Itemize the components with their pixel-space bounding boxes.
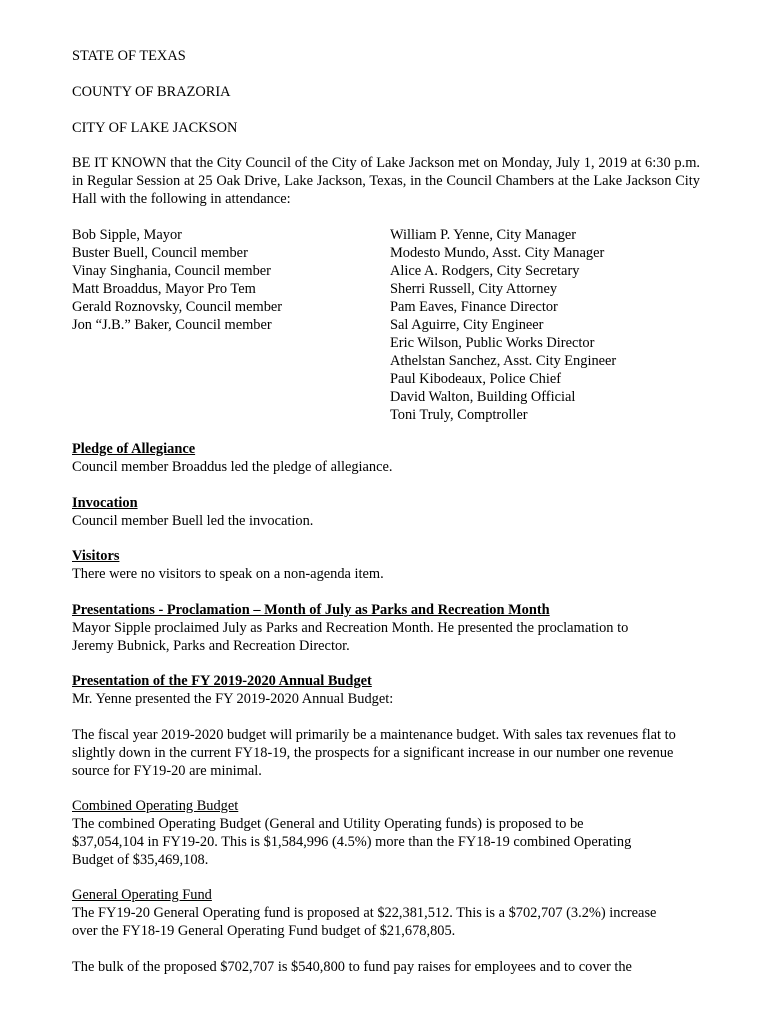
budget-section	[72, 672, 700, 708]
pledge-section	[72, 440, 700, 476]
budget-paragraph-line: The fiscal year 2019-2020 budget will primarily be a maintenance budget. With sales tax revenues flat to	[72, 727, 676, 743]
bulk-paragraph-line: The bulk of the proposed $702,707 is $540,800 to fund pay raises for employees and to cover the	[72, 959, 632, 975]
staff-member: William P. Yenne, City Manager	[390, 227, 577, 243]
budget-intro: Mr. Yenne presented the FY 2019-2020 Annual Budget:	[72, 691, 394, 707]
general-fund-line: The FY19-20 General Operating fund is proposed at $22,381,512. This is a $702,707 (3.2%) increase	[72, 905, 657, 921]
visitors-section	[72, 547, 700, 583]
budget-paragraph-line: slightly down in the current FY18-19, the prospects for a significant increase in our number one revenue	[72, 745, 674, 761]
invocation-heading: Invocation	[72, 495, 138, 511]
presentations-heading: Presentations - Proclamation – Month of July as Parks and Recreation Month	[72, 602, 550, 618]
intro-paragraph: BE IT KNOWN that the City Council of the City of Lake Jackson met on Monday, July 1, 2019 at 6:30 p.m. in Regular Session at 25 Oak Drive, Lake Jackson, Texas, in the Council Chambers at the Lake Jackson City Hall with the following in attendance:	[72, 155, 700, 207]
council-column	[72, 226, 372, 334]
visitors-heading: Visitors	[72, 548, 120, 564]
council-member: Matt Broaddus, Mayor Pro Tem	[72, 281, 256, 297]
staff-member: Modesto Mundo, Asst. City Manager	[390, 245, 605, 261]
attendance-list	[72, 226, 700, 426]
combined-budget-line: Budget of $35,469,108.	[72, 852, 209, 868]
visitors-text: There were no visitors to speak on a non-agenda item.	[72, 566, 384, 582]
staff-member: Toni Truly, Comptroller	[390, 407, 528, 423]
combined-budget-line: $37,054,104 in FY19-20. This is $1,584,996 (4.5%) more than the FY18-19 combined Operating	[72, 834, 632, 850]
staff-member: Eric Wilson, Public Works Director	[390, 335, 595, 351]
pledge-text: Council member Broaddus led the pledge of allegiance.	[72, 459, 393, 475]
general-fund-heading: General Operating Fund	[72, 887, 212, 903]
combined-budget-line: The combined Operating Budget (General and Utility Operating funds) is proposed to be	[72, 816, 584, 832]
invocation-section	[72, 494, 700, 530]
pledge-heading: Pledge of Allegiance	[72, 441, 196, 457]
budget-paragraph-line: source for FY19-20 are minimal.	[72, 763, 262, 779]
invocation-text: Council member Buell led the invocation.	[72, 513, 314, 529]
council-member: Bob Sipple, Mayor	[72, 227, 182, 243]
council-member: Vinay Singhania, Council member	[72, 263, 271, 279]
presentations-text-line: Mayor Sipple proclaimed July as Parks and Recreation Month. He presented the proclamation to	[72, 620, 629, 636]
header-city: CITY OF LAKE JACKSON	[72, 120, 238, 136]
header-state: STATE OF TEXAS	[72, 48, 186, 64]
general-fund-section	[72, 886, 700, 940]
presentations-text-line: Jeremy Bubnick, Parks and Recreation Director.	[72, 638, 350, 654]
header-county: COUNTY OF BRAZORIA	[72, 84, 231, 100]
general-fund-line: over the FY18-19 General Operating Fund budget of $21,678,805.	[72, 923, 456, 939]
budget-heading: Presentation of the FY 2019-2020 Annual Budget	[72, 673, 372, 689]
staff-member: Athelstan Sanchez, Asst. City Engineer	[390, 353, 617, 369]
staff-member: David Walton, Building Official	[390, 389, 576, 405]
staff-member: Paul Kibodeaux, Police Chief	[390, 371, 562, 387]
council-member: Gerald Roznovsky, Council member	[72, 299, 283, 315]
staff-member: Alice A. Rodgers, City Secretary	[390, 263, 580, 279]
staff-member: Pam Eaves, Finance Director	[390, 299, 558, 315]
council-member: Buster Buell, Council member	[72, 245, 248, 261]
staff-member: Sherri Russell, City Attorney	[390, 281, 558, 297]
staff-column	[390, 226, 700, 424]
budget-paragraph	[72, 726, 700, 780]
bulk-paragraph	[72, 958, 700, 976]
council-member: Jon “J.B.” Baker, Council member	[72, 317, 272, 333]
presentations-section	[72, 601, 700, 655]
combined-budget-heading: Combined Operating Budget	[72, 798, 239, 814]
staff-member: Sal Aguirre, City Engineer	[390, 317, 544, 333]
combined-budget-section	[72, 797, 700, 869]
